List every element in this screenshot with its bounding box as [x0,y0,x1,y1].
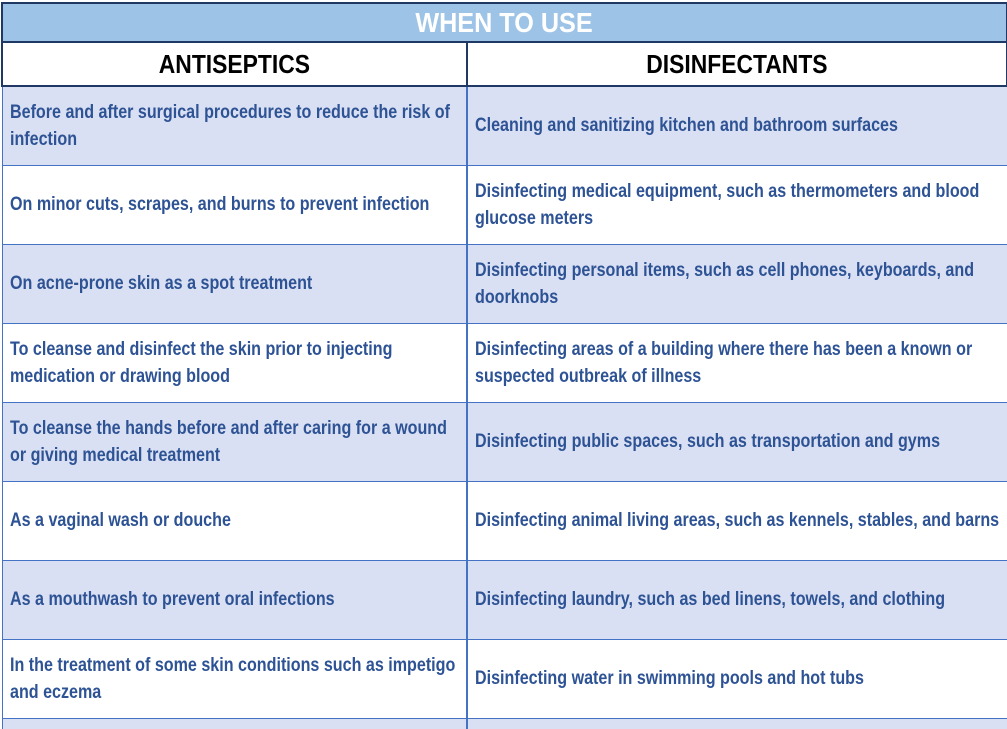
cell-text: In the treatment of some skin conditions such as impetigo and eczema [9,654,455,703]
cell-text: Disinfecting animal living areas, such as kennels, stables, and barns [475,510,1000,531]
antiseptics-cell [2,481,467,560]
disinfectants-cell [467,323,1007,402]
table-row [2,323,1007,402]
cell-text: Cleaning and sanitizing kitchen and bathroom surfaces [475,115,898,137]
disinfectants-cell [467,481,1007,560]
disinfectants-cell [467,718,1007,729]
partial-next-row [2,718,1007,729]
cell-text: Disinfecting laundry, such as bed linens, towels, and clothing [475,589,946,610]
antiseptics-cell [2,165,467,244]
disinfectants-cell [467,639,1007,718]
table-row [2,560,1007,639]
cell-text: Before and after surgical procedures to reduce the risk of infection [9,101,450,150]
cell-text: Disinfecting medical equipment, such as thermometers and blood glucose meters [475,180,980,229]
cell-text: To cleanse and disinfect the skin prior to injecting medication or drawing blood [9,338,392,387]
antiseptics-cell [2,639,467,718]
table-row [2,165,1007,244]
antiseptics-cell [2,718,467,729]
table-title: WHEN TO USE [415,6,593,38]
table-row [2,244,1007,323]
column-header-antiseptics [2,42,467,86]
antiseptics-cell [2,323,467,402]
disinfectants-cell [467,560,1007,639]
antiseptics-cell [2,244,467,323]
cell-text: Disinfecting water in swimming pools and hot tubs [475,668,864,689]
column-header-disinfectants-label: DISINFECTANTS [646,48,828,79]
cell-text: Disinfecting personal items, such as cell phones, keyboards, and doorknobs [475,259,975,308]
cell-text: As a vaginal wash or douche [9,510,231,531]
cell-text: As a mouthwash to prevent oral infections [9,589,335,610]
table-title-cell [2,3,1007,42]
title-row [2,3,1007,42]
table-row [2,86,1007,165]
column-header-antiseptics-label: ANTISEPTICS [158,48,311,79]
cell-text: Disinfecting public spaces, such as transportation and gyms [475,431,941,452]
cell-text: To cleanse the hands before and after caring for a wound or giving medical treatment [9,417,447,466]
column-header-disinfectants [467,42,1007,86]
cell-text: On minor cuts, scrapes, and burns to prevent infection [9,194,429,215]
cell-text: On acne-prone skin as a spot treatment [9,273,312,294]
antiseptics-cell [2,86,467,165]
disinfectants-cell [467,244,1007,323]
when-to-use-table [1,2,1007,729]
column-header-row [2,42,1007,86]
disinfectants-cell [467,86,1007,165]
disinfectants-cell [467,402,1007,481]
antiseptics-cell [2,402,467,481]
table-row [2,481,1007,560]
cell-text: Disinfecting areas of a building where there has been a known or suspected outbreak of illness [475,338,973,387]
disinfectants-cell [467,165,1007,244]
table-row [2,639,1007,718]
table-row [2,402,1007,481]
antiseptics-cell [2,560,467,639]
